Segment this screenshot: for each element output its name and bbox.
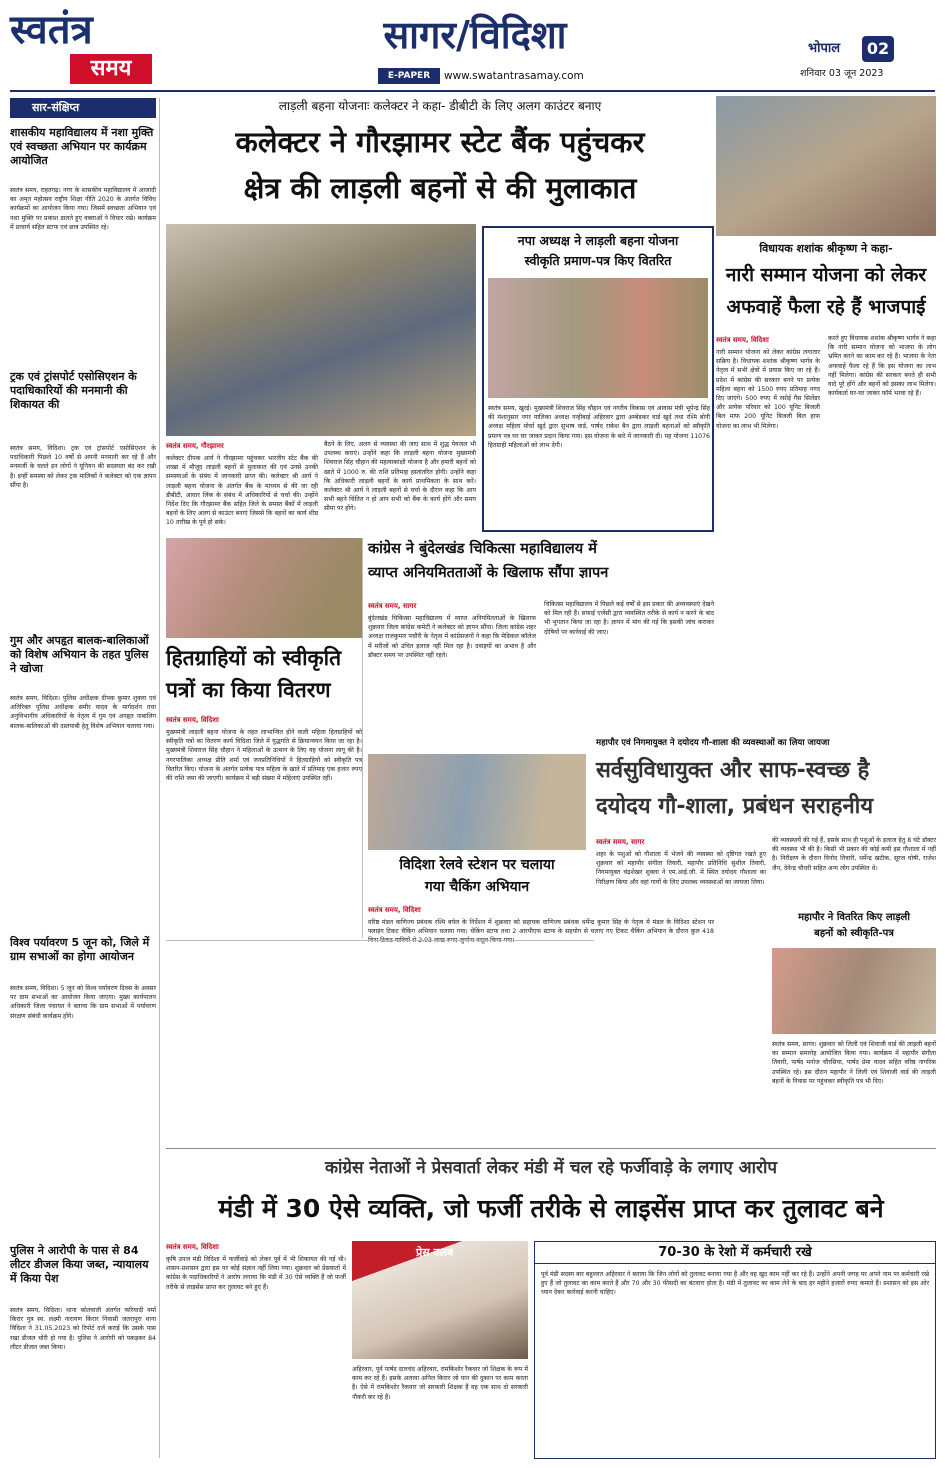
gaushala-dateline: स्वतंत्र समय, सागर (596, 838, 645, 846)
mla-kicker: विधायक शशांक श्रीकृष्ण ने कहा- (759, 242, 893, 255)
sidebar-item-body: स्वतंत्र समय, विदिशा। पुलिस अधीक्षक दीपक कुमार शुक्ला एवं अतिरिक्त पुलिस अधीक्षक समीर यादव के मार्गदर्शन तथा अनुविभागीय अधिकारियों के नेतृत्व में गुम एवं अपहृत नाबालिग बालक-बालिकाओं की दस्तयाबी हेतु विशेष अभियान चलाया गया। (10, 695, 156, 730)
medical-dateline: स्वतंत्र समय, सागर (368, 602, 417, 610)
lead-column-2: बैठने के लिए, अलग से व्यवस्था की जाए साथ में शुद्ध पेयजल भी उपलब्ध कराएं। उन्होंने कहा कि लाड़ली बहना योजना मुख्यमंत्री शिवराज सिंह चौहान की महत्वाकांक्षी योजना है और हमारी बहनों को खाते में 1000 रु. की राशि प्रतिमाह हस्तांतरित होगी। उन्होंने कहा कि अधिकारी लाड़ली बहनों के कार्य प्राथमिकता के साथ करें। कलेक्टर श्री आर्य ने लाड़ली बहनों से चर्चा के दौरान कहा कि आप सभी बहने चिंतित न हो आप सभी को बैंक के कार्य होंगे और समय सीमा पर होंगे। (324, 441, 476, 513)
logo-top: स्वतंत्र (10, 6, 93, 53)
hitgrahi-story (166, 538, 362, 936)
issue-date: शनिवार 03 जून 2023 (800, 68, 884, 79)
gaushala-headline-2: दयोदय गौ-शाला, प्रबंधन सराहनीय (596, 794, 874, 819)
sidebar-item-headline: विश्व पर्यावरण 5 जून को, जिले में ग्राम सभाओं का होगा आयोजन (10, 936, 150, 963)
gaushala-headline-1: सर्वसुविधायुक्त और साफ-स्वच्छ है (596, 758, 870, 783)
hitgrahi-headline-2: पत्रों का किया वितरण (166, 678, 331, 702)
sidebar-item-headline: पुलिस ने आरोपी के पास से 84 लीटर डीजल किया जब्त, न्यायालय में किया पेश (10, 1244, 149, 1285)
railway-headline-2: गया चैकिंग अभियान (424, 879, 530, 895)
mla-story (716, 96, 936, 732)
mandi-column-2: अहिरवार, पूर्व पार्षद दालचंद अहिरवार, रामकिशोर रैकवार जो शिक्षक के रूप में काम कर रहे हैं। इसके अलावा अनिल किरार जो पान की दुकान पर काम करता है। ऐसे में रामकिशोर रैकवार जो सरकारी शिक्षक हैं वह एक साथ दो सरकारी नौकरी कर रहे हैं। (352, 1366, 528, 1401)
sidebar-item (10, 634, 156, 924)
mla-headline-1: नारी सम्मान योजना को लेकर (725, 264, 927, 286)
mla-dateline: स्वतंत्र समय, विदिशा (716, 336, 769, 344)
epaper-label: E-PAPER (378, 68, 440, 84)
sidebar-item (10, 126, 156, 366)
medical-column-1: बुंदेलखंड चिकित्सा महाविद्यालय में व्याप्त अनियमितताओं के खिलाफ शुक्रवार जिला कांग्रेस कमेटी ने कलेक्टर को ज्ञापन सौंपा। जिला कांग्रेस शहर अध्यक्ष राजकुमार पचौरी के नेतृत्व में कांग्रेसजनों ने कहा कि मेडिकल कॉलेज में मरीजों को उचित इलाज नहीं मिल रहा है। दवाइयों का अभाव है और डॉक्टर समय पर उपस्थित नहीं रहते। (368, 615, 536, 659)
medical-story (368, 538, 714, 750)
city-label: भोपाल (808, 41, 841, 56)
railway-body: वरिष्ठ मंडल वाणिज्य प्रबंधक रश्मि बघेल के निर्देशन में शुक्रवार को सहायक वाणिज्य प्रबंधक धर्मेन्द्र कुमार सिंह के नेतृत्व में मंडल के विदिशा स्टेशन पर फ्लाइंग टिकट चैकिंग अभियान चलाया गया। चेकिंग स्टाफ तथा 2 आरपीएफ स्टाफ के सहयोग से चलाए गए टिकट चैकिंग अभियान के दौरान कुल 418 (368, 919, 714, 936)
logo (10, 6, 160, 88)
lead-kicker: लाड़ली बहना योजनाः कलेक्टर ने कहा- डीबीटी के लिए अलग काउंटर बनाए (278, 99, 602, 113)
mandi-column-1: कृषि उपज मंडी विदिशा में फर्जीवाड़े को लेकर पूर्व में भी शिकायत की गई थी। शासन-प्रशासन द्वारा इस पर कोई संज्ञान नहीं लिया गया। शुक्रवार को प्रेसवार्ता में कांग्रेस के पदाधिकारियों ने आरोप लगाया कि मंडी में 30 ऐसे व्यक्ति हैं जो फर्जी तरीके से लाइसेंस प्राप्त कर तुलावट बने हुए हैं। (166, 1256, 346, 1291)
sidebar-item-headline: शासकीय महाविद्यालय में नशा मुक्ति एवं स्वच्छता अभियान पर कार्यक्रम आयोजित (10, 126, 154, 167)
hitgrahi-dateline: स्वतंत्र समय, विदिशा (166, 716, 219, 724)
mandi-kicker: कांग्रेस नेताओं ने प्रेसवार्ता लेकर मंडी में चल रहे फर्जीवाड़े के लगाए आरोप (324, 1158, 778, 1178)
hitgrahi-photo (166, 538, 362, 638)
gaushala-column-1: शहर के पशुओं को गौशाला में भेजने की व्यवस्था को दृष्टिगत रखते हुए शुक्रवार को महापौर संगीता तिवारी, महापौर प्रतिनिधि सुशील तिवारी, निगमायुक्त चंद्रशेखर शुक्ला ने एम.आई.जी. में स्थित दयोदय गौशाला का निरीक्षण किया और वहां गायों के लिए उपलब्ध व्यवस्थाओं का जायजा लिया। (596, 851, 766, 886)
sidebar-item-body: स्वतंत्र समय, विदिशा। थाना कोतवाली अंतर्गत फरियादी वर्मा किरार पुत्र स्व. लक्ष्मी नारायण किरार निवासी जतरापुरा थाना विदिशा ने 31.05.2023 को रिपोर्ट दर्ज कराई कि उसके पास रखा डीजल चोरी हो गया है। पुलिस ने आरोपी को पकड़कर 84 लीटर डीजल जब्त किया। (10, 1307, 156, 1351)
page-number: 02 (862, 36, 894, 62)
mla-headline-2: अफवाहें फैला रहे हैं भाजपाई (726, 296, 926, 318)
khurai-headline-1: नपा अध्यक्ष ने लाड़ली बहना योजना (517, 233, 679, 248)
mayor-cert-headline-1: महापौर ने वितरित किए लाड़ली (798, 912, 910, 923)
railway-headline-1: विदिशा रेलवे स्टेशन पर चलाया (399, 857, 555, 873)
mandi-box-body: पूर्व मंडी सदस्य बार बहुल्लत अहिरवार ने बताया कि जिन लोगों को तुलावट बनाया गया है और वह खुद काम नहीं कर रहे हैं। उन्होंने अपनी जगह पर अपने नाम पर कर्मचारी रखे हुए हैं जो तुलावट का काम करते हैं और 70 और 30 फीसदी का बंटवारा होता है। मंडी में तुलावट का काम लेने के बाद हर महीने हजारों रुपए कमाते हैं। प्रशासन को इस ओर ध्यान देकर कार्रवाई करनी चाहिए। (541, 1271, 929, 1297)
logo-bottom: समय (70, 54, 152, 84)
gaushala-kicker: महापौर एवं निगमायुक्त ने दयोदय गौ-शाला की व्यवस्थाओं का लिया जायजा (596, 738, 830, 748)
website-link[interactable]: www.swatantrasamay.com (444, 70, 584, 82)
sidebar-item-body: स्वतंत्र समय, विदिशा। 5 जून को विश्व पर्यावरण दिवस के अवसर पर ग्राम सभाओं का आयोजन किया जाएगा। मुख्य कार्यपालन अधिकारी जिला पंचायत ने बताया कि ग्राम सभाओं में पर्यावरण संरक्षण संबंधी कार्यक्रम होंगे। (10, 985, 156, 1020)
mayor-cert-photo (772, 948, 936, 1034)
mandi-photo-banner: प्रेस क्लब (416, 1246, 454, 1259)
gaushala-column-2: की व्यवस्थायें की गई हैं, इसके साथ ही पशुओं के इलाज हेतु 8 घंटे डॉक्टर की व्यवस्था भी की है। किसी भी प्रकार की कोई कमी इस गौशाला में नहीं है। निरीक्षण के दौरान विनोद तिवारी, धर्मेन्द्र खटीक, सूरज घोषी, राजेश जैन, देवेन्द्र चौधरी सहित अन्य लोग उपस्थित थे। (772, 837, 936, 872)
column-divider (166, 940, 594, 941)
sidebar-item (10, 1244, 156, 1454)
masthead-divider (10, 90, 935, 92)
lead-dateline: स्वतंत्र समय, गौरझामर (166, 442, 224, 450)
khurai-story (482, 226, 714, 532)
section-title: सागर/विदिशा (383, 13, 567, 57)
khurai-body: स्वतंत्र समय, खुरई। मुख्यमंत्री शिवराज सिंह चौहान एवं नगरीय विकास एवं आवास मंत्री भूपेन्द्र सिंह की मंशानुसार नगर पालिका अध्यक्ष नन्हीबाई अहिरवार द्वारा अम्बेडकर वार्ड खुर्द तथा रश्मि बोनी अध्यक्ष महिला मोर्चा खुर्द द्वारा सुभाष वार्ड, पार्षद राकेश बैन द्वारा लाड़ली बहनाओं को स्वीकृति प्रमाण पत्र घर घर जाकर प्रदान किया गया। इस योजना के बारे में जानकारी दी। यह योजना 11076 हितग्राही महिलाओं को लाभ देगी। (488, 405, 710, 449)
sidebar-item-body: स्वतंत्र समय, राहतगढ़। नगर के शासकीय महाविद्यालय में आजादी का अमृत महोत्सव राष्ट्रीय शिक्षा नीति 2020 के अंतर्गत विविध कार्यक्रमों का आयोजन किया गया। जिसमें स्वच्छता अभियान एवं नशा मुक्ति पर प्रकाश डालते हुए वक्ताओं ने विचार रखे। कार्यक्रम में प्राचार्य सहित स्टाफ एवं छात्र उपस्थित रहे। (10, 187, 156, 231)
hitgrahi-headline-1: हितग्राहियों को स्वीकृति (166, 646, 342, 670)
mayor-cert-headline-2: बहनों को स्वीकृति-पत्र (814, 928, 894, 939)
mandi-story (166, 1148, 936, 1458)
mayor-cert-story (772, 910, 936, 1140)
hitgrahi-body: मुख्यमंत्री लाड़ली बहना योजना के तहत लाभान्वित होने वाली महिला हितग्राहियों को स्वीकृति पत्रों का वितरण कार्य विदिशा जिले में युद्धगति से क्रियान्वयन किया जा रहा है। मुख्यमंत्री शिवराज सिंह चौहान ने महिलाओं के उत्थान के लिए यह योजना लागू की है। नगरपालिका अध्यक्ष प्रीति शर्मा एवं जनप्रतिनिधियों ने हितग्राहियों को स्वीकृति पत्र वितरित किए। योजना के अंतर्गत प्रत्येक पात्र महिला के खाते में प्रतिमाह एक हजार रुपए की राशि जमा की जाएगी। कार्यक्रम में बड़ी संख्या में महिलाएं उपस्थित रहीं। (166, 729, 362, 783)
mla-column-1: नारी सम्मान योजना को लेकर कांग्रेस लगातार सक्रिय है। विधायक शशांक श्रीकृष्ण भार्गव के नेतृत्व में सभी क्षेत्रों में प्रयास किए जा रहे हैं। प्रदेश में कांग्रेस की सरकार बनने पर प्रत्येक महिला बहना को 1500 रुपए प्रतिमाह नगद दिए जाएंगे। 500 रुपए में रसोई गैस सिलेंडर और प्रत्येक परिवार को 100 यूनिट बिजली बिल माफ 200 यूनिट बिजली बिल हाफ योजना का लाभ भी मिलेगा। (716, 349, 820, 430)
lead-photo (166, 224, 476, 436)
mla-photo (716, 96, 936, 236)
mla-column-2: करते हुए विधायक शशांक श्रीकृष्ण भार्गव ने कहा कि नारी सम्मान योजना को भाजपा के लोग भ्रमित करने का काम कर रहे हैं। भाजपा के नेता अफवाहें फैला रहे हैं कि इस योजना का लाभ नहीं मिलेगा। कांग्रेस की सरकार बनते ही सभी वादे पूरे होंगे और बहनों को इसका लाभ मिलेगा। कार्यकर्ता घर-घर जाकर फॉर्म भरवा रहे हैं। (828, 335, 936, 398)
mandi-dateline: स्वतंत्र समय, विदिशा (166, 1243, 219, 1251)
sidebar-item (10, 936, 156, 1236)
sidebar-title: सार-संक्षिप्त (10, 98, 156, 118)
khurai-photo (488, 278, 708, 398)
sidebar-item-headline: गुम और अपहृत बालक-बालिकाओं को विशेष अभियान के तहत पुलिस ने खोजा (10, 634, 149, 675)
mayor-cert-body: स्वतंत्र समय, सागर। शुक्रवार को लिली एवं शिवाजी वार्ड की लाड़ली बहनों का सम्मान समारोह आयोजित किया गया। कार्यक्रम में महापौर संगीता तिवारी, पार्षद मनोज चौरसिया, पार्षद प्रेमा यादव सहित वरिष्ठ नागरिक उपस्थित रहे। इस दौरान महापौर ने लिली एवं शिवाजी वार्ड की लाड़ली बहनों के निवास पर पहुंचकर स्वीकृति पत्र भी दिए। (772, 1041, 936, 1085)
lead-headline-2: क्षेत्र की लाड़ली बहनों से की मुलाकात (243, 171, 637, 205)
column-divider (362, 538, 363, 938)
masthead (0, 0, 945, 92)
railway-photo (368, 754, 586, 850)
medical-column-2: चिकित्सा महाविद्यालय में पिछले कई वर्षों से इस प्रकार की अव्यवस्थाएं देखने को मिल रही हैं। सफाई एजेंसी द्वारा व्यवस्थित तरीके से कार्य न करने के बाद भी भुगतान किया जा रहा है। ज्ञापन में मांग की गई कि इसकी जांच कराकर दोषियों पर कार्रवाई की जाए। (544, 601, 714, 636)
medical-headline-1: कांग्रेस ने बुंदेलखंड चिकित्सा महाविद्यालय में (368, 541, 597, 557)
khurai-headline-2: स्वीकृति प्रमाण-पत्र किए वितरित (524, 253, 672, 268)
sidebar-item-headline: ट्रक एवं ट्रांसपोर्ट एसोसिएशन के पदाधिकारियों की मनमानी की शिकायत की (10, 370, 137, 411)
lead-column-1: कलेक्टर दीपक आर्य ने गौरझामर पहुंचकर भारतीय स्टेट बैंक की शाखा में मौजूद लाड़ली बहनों से मुलाकात की एवं उनसे उनकी समस्याओं के संबंध में जानकारी प्राप्त की। कलेक्टर श्री आर्य ने लाड़ली बहना योजना के अंतर्गत बैंक के माध्यम से की जा रही डीबीटी, आधार लिंक के संबंध में अधिकारियों से चर्चा की। उन्होंने निर्देश दिए कि गौरझामर बैंक सहित जिले के समस्त बैंकों में लाड़ली बहनों के लिए अलग से काउंटर बनाएं जिससे कि बहनों का कार्य शीघ्र 10 तारीख के पूर्व हो सके। (166, 455, 318, 527)
medical-headline-2: व्याप्त अनियमितताओं के खिलाफ सौंपा ज्ञापन (368, 565, 609, 581)
railway-dateline: स्वतंत्र समय, विदिशा (368, 906, 421, 914)
lead-headline-1: कलेक्टर ने गौरझामर स्टेट बैंक पहुंचकर (235, 125, 645, 159)
mandi-headline: मंडी में 30 ऐसे व्यक्ति, जो फर्जी तरीके से लाइसेंस प्राप्त कर तुलावट बने (218, 1194, 884, 1223)
mandi-box-title: 70-30 के रेशो में कर्मचारी रखे (535, 1242, 935, 1264)
sidebar (10, 98, 160, 1458)
mandi-box (534, 1241, 936, 1459)
sidebar-item-body: स्वतंत्र समय, विदिशा। ट्रक एवं ट्रांसपोर्ट एसोसिएशन के पदाधिकारी पिछले 10 वर्षों से अपनी मनमानी कर रहे हैं और मनमर्जी के चलते इन लोगों ने यूनियन की सदस्यता बंद कर रखी है। इन्हीं समस्या को लेकर ट्रक मालिकों ने कलेक्टर को एक ज्ञापन सौंपा है। (10, 445, 156, 489)
